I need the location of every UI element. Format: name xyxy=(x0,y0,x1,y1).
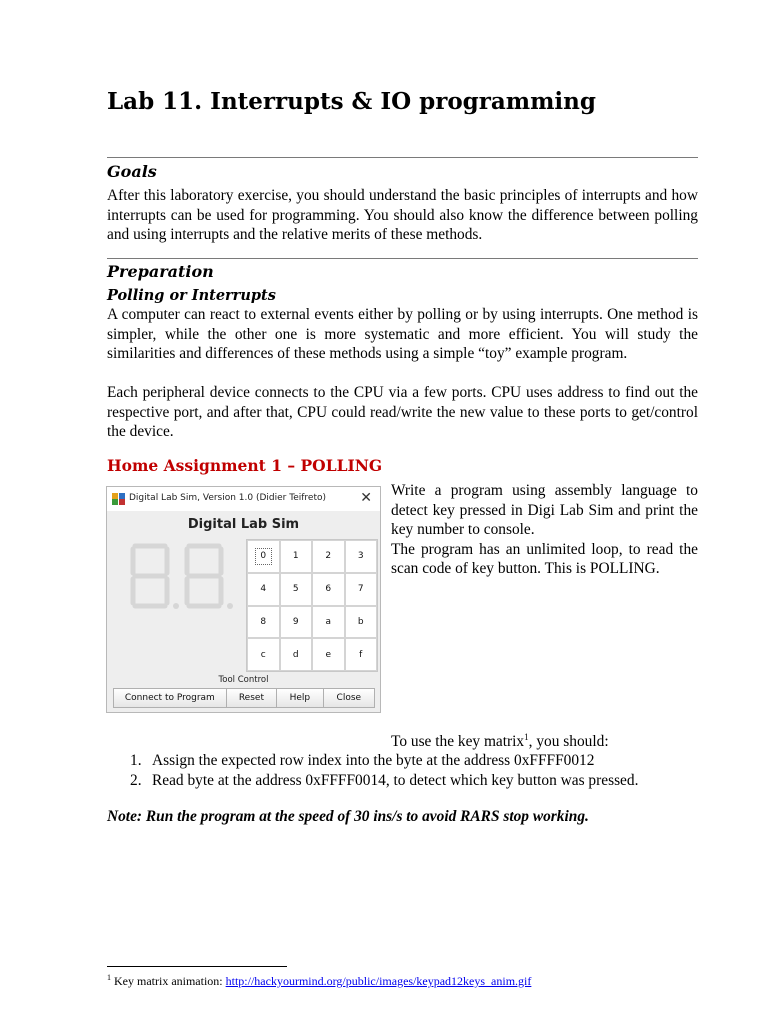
preparation-paragraph-2: Each peripheral device connects to the CPU via a few ports. CPU uses address to find out the respective port, and after that, CPU could read/write the new value to these ports to get/control the device. xyxy=(107,384,698,440)
connect-to-program-button[interactable]: Connect to Program xyxy=(114,689,227,707)
key-f[interactable]: f xyxy=(345,638,378,671)
key-matrix-text: To use the key matrix xyxy=(391,733,525,751)
goals-heading: Goals xyxy=(107,162,157,181)
key-a[interactable]: a xyxy=(312,606,345,639)
list-item xyxy=(107,751,698,771)
key-b[interactable]: b xyxy=(345,606,378,639)
key-0[interactable]: 0 xyxy=(247,540,280,573)
key-matrix-text-end: , you should: xyxy=(528,733,609,751)
key-d[interactable]: d xyxy=(280,638,313,671)
help-button[interactable]: Help xyxy=(277,689,323,707)
page-title: Lab 11. Interrupts & IO programming xyxy=(107,88,596,115)
preparation-heading: Preparation xyxy=(107,262,214,281)
key-8[interactable]: 8 xyxy=(247,606,280,639)
polling-subheading: Polling or Interrupts xyxy=(107,287,276,304)
window-titlebar xyxy=(107,487,380,511)
assignment-text-2: The program has an unlimited loop, to read the scan code of key button. This is POLLING. xyxy=(391,540,698,577)
reset-button[interactable]: Reset xyxy=(227,689,277,707)
divider xyxy=(107,258,698,259)
key-9[interactable]: 9 xyxy=(280,606,313,639)
divider xyxy=(107,157,698,158)
footnote-number: 1 xyxy=(107,973,111,982)
keypad xyxy=(246,539,378,672)
step-number: 1. xyxy=(130,752,142,769)
step-number: 2. xyxy=(130,771,142,789)
step-text: Read byte at the address 0xFFFF0014, to detect which key button was pressed. xyxy=(152,771,639,789)
goals-text: After this laboratory exercise, you should understand the basic principles of interrupts and how interrupts can be used for programming. You should also know the difference between polling and using interrupts and the relative merits of these methods. xyxy=(107,187,698,243)
key-7[interactable]: 7 xyxy=(345,573,378,606)
close-icon[interactable]: ✕ xyxy=(360,490,372,506)
footnote-link[interactable]: http://hackyourmind.org/public/images/keypad12keys_anim.gif xyxy=(225,974,532,988)
step-text: Assign the expected row index into the byte at the address 0xFFFF0012 xyxy=(152,752,595,769)
tool-control-bar xyxy=(113,688,375,708)
app-logo-icon xyxy=(112,493,125,505)
assignment-text-1: Write a program using assembly language to detect key pressed in Digi Lab Sim and print the key number to console. xyxy=(391,482,698,538)
tool-control-label: Tool Control xyxy=(218,675,269,685)
key-5[interactable]: 5 xyxy=(280,573,313,606)
steps-list xyxy=(107,751,698,790)
note: Note: Run the program at the speed of 30 ins/s to avoid RARS stop working. xyxy=(107,808,589,825)
footnote-label: Key matrix animation: xyxy=(111,974,226,988)
key-1[interactable]: 1 xyxy=(280,540,313,573)
key-2[interactable]: 2 xyxy=(312,540,345,573)
display-text: 8.8. xyxy=(127,541,129,542)
footnote-ref[interactable]: 1 xyxy=(524,732,529,742)
seven-segment-display xyxy=(127,541,237,611)
key-c[interactable]: c xyxy=(247,638,280,671)
key-6[interactable]: 6 xyxy=(312,573,345,606)
key-3[interactable]: 3 xyxy=(345,540,378,573)
key-e[interactable]: e xyxy=(312,638,345,671)
key-matrix-intro xyxy=(391,732,609,751)
preparation-paragraph-1: A computer can react to external events either by polling or by using interrupts. One method is simpler, while the other one is more systematic and more efficient. You will study the similarities and differences of these methods using a simple “toy” example program. xyxy=(107,306,698,362)
key-4[interactable]: 4 xyxy=(247,573,280,606)
assignment-heading: Home Assignment 1 – POLLING xyxy=(107,456,383,475)
digital-lab-sim-window xyxy=(106,486,381,713)
sim-heading: Digital Lab Sim xyxy=(187,517,300,532)
close-button[interactable]: Close xyxy=(324,689,374,707)
list-item xyxy=(107,771,698,791)
assignment-description xyxy=(391,481,698,579)
footnote xyxy=(107,973,531,989)
window-title: Digital Lab Sim, Version 1.0 (Didier Teifreto) xyxy=(129,493,326,503)
footnote-divider xyxy=(107,966,287,967)
